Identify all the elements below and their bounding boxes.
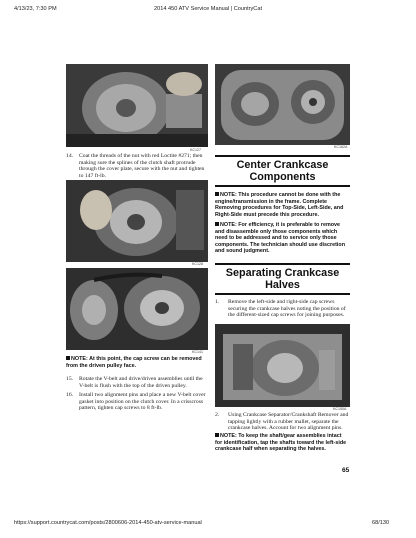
step-1 bbox=[215, 299, 350, 319]
note-cap-screw bbox=[66, 356, 208, 369]
step-2 bbox=[215, 412, 350, 432]
note-text: NOTE: To keep the shaft/gear assemblies intact for identification, tap the shafts toward the left-side crankcase half when separating the halves. bbox=[215, 433, 347, 453]
photo-caption-kc141: KC141 bbox=[192, 350, 203, 354]
print-timestamp: 4/13/23, 7:30 PM bbox=[14, 6, 57, 12]
step-text: Using Crankcase Separator/Crankshaft Remover and tapping lightly with a rubber mallet, separate the crankcase halves. Account for two alignment pins. bbox=[228, 412, 349, 431]
clutch-photo-2 bbox=[66, 180, 208, 262]
step-text: Rotate the V-belt and drive/driven assemblies until the V-belt is flush with the top of the driven pulley. bbox=[79, 376, 203, 389]
note-text: NOTE: This procedure cannot be done with the engine/transmission in the frame. Complete Removing procedures for Top-Side, Left-Side, and Right-Side must precede this procedure. bbox=[215, 192, 344, 218]
step-number: 2. bbox=[215, 412, 220, 418]
crankcase-photo-1 bbox=[215, 64, 350, 145]
step-14 bbox=[66, 153, 208, 179]
photo-caption-kc127: KC127 bbox=[190, 148, 201, 152]
photo-caption-kc150a: KC150A bbox=[333, 407, 347, 411]
step-number: 1. bbox=[215, 299, 220, 305]
print-page-count: 68/130 bbox=[372, 520, 390, 526]
print-url: https://support.countrycat.com/posts/2800606-2014-450-atv-service-manual bbox=[14, 520, 202, 526]
photo-caption-kc162a: KC162A bbox=[334, 145, 348, 149]
note-shaft-gear bbox=[215, 433, 350, 453]
section-heading-center-crankcase: Center Crankcase Components bbox=[215, 155, 350, 187]
manual-page-number: 65 bbox=[342, 467, 350, 474]
print-page-title: 2014 450 ATV Service Manual | CountryCat bbox=[154, 6, 262, 12]
section-heading-separating-halves: Separating Crankcase Halves bbox=[215, 263, 350, 295]
note-text: NOTE: At this point, the cap screw can be removed from the driven pulley face. bbox=[66, 356, 202, 369]
step-number: 16. bbox=[66, 392, 74, 398]
square-bullet-icon bbox=[215, 222, 219, 226]
clutch-photo-3 bbox=[66, 268, 208, 350]
step-16 bbox=[66, 392, 208, 412]
note-efficiency bbox=[215, 222, 350, 255]
clutch-photo-1 bbox=[66, 64, 208, 147]
note-text: NOTE: For efficiency, it is preferable to remove and disassemble only those components which need to be addressed and to service only those components. The technician should use discretion and sound judgment. bbox=[215, 222, 345, 255]
square-bullet-icon bbox=[66, 356, 70, 360]
note-procedure bbox=[215, 192, 350, 218]
step-number: 14. bbox=[66, 153, 74, 159]
step-text: Remove the left-side and right-side cap screws securing the crankcase halves noting the position of the different-sized cap screws for joining purposes. bbox=[228, 299, 346, 318]
step-15 bbox=[66, 376, 208, 389]
step-text: Coat the threads of the nut with red Loctite #271; then making sure the splines of the clutch shaft protrude through the cover plate, secure with the nut and tighten to 147 ft-lb. bbox=[79, 153, 205, 179]
square-bullet-icon bbox=[215, 192, 219, 196]
crankcase-photo-2 bbox=[215, 324, 350, 407]
photo-caption-kc128: KC128 bbox=[192, 262, 203, 266]
step-text: Install two alignment pins and place a new V-belt cover gasket into position on the clutch cover. In a crisscross pattern, tighten cap screws to 8 ft-lb. bbox=[79, 392, 206, 411]
square-bullet-icon bbox=[215, 433, 219, 437]
step-number: 15. bbox=[66, 376, 74, 382]
